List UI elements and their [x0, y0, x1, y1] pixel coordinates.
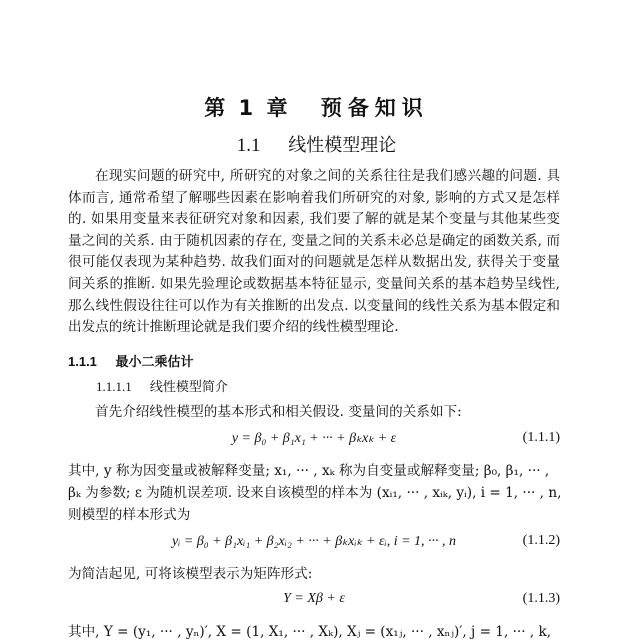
paragraph-line: 其中, y 称为因变量或被解释变量; x₁, ··· , xₖ 称为自变量或解释变量; β₀, β₁, ··· , — [68, 463, 550, 479]
section-number: 1.1 — [236, 135, 261, 156]
equation-tag: (1.1.2) — [522, 533, 560, 548]
paragraph-matrix: 为简洁起见, 可将该模型表示为矩阵形式: — [68, 566, 313, 582]
equation-body: Y = Xβ + ε — [283, 591, 345, 606]
equation-body: yᵢ = β₀ + β₁xᵢ₁ + β₂xᵢ₂ + ··· + βₖxᵢₖ + εᵢ, i = 1, ··· , n — [171, 534, 457, 549]
intro-paragraph: 在现实问题的研究中, 所研究的对象之间的关系往往是我们感兴趣的问题. 具体而言, 通常希望了解哪些因素在影响着我们所研究的对象, 影响的方式又是怎样的. 如果用变量来表征研究对象和因素, 我们要了解的就是某个变量与其他某些变量之间的关系. 由于随机因素的存在, 变量之间的关系未必总是确定的函数关系, 而很可能仅表现为某种趋势. 故我们面对的问题就是怎样从数据出发, 获得关于变量间关系的推断. 如果先验理论或数据基本特征显示, 变量间关系的基本趋势呈线性, 那么线性假设往往可以作为有关推断的出发点. 以变量间的线性关系为基本假定和出发点的统计推断理论就是我们要介绍的线性模型理论. — [68, 168, 560, 336]
paragraph-last-line: 其中, Y = (y₁, ··· , yₙ)′, X = (1, X₁, ··· , Xₖ), Xⱼ = (x₁ⱼ, ··· , xₙⱼ)′, j = 1, ··· , k, — [68, 624, 552, 640]
subsubsection-heading — [96, 376, 228, 395]
section-heading — [0, 131, 633, 157]
paragraph-line: βₖ 为参数; ε 为随机误差项. 设来自该模型的样本为 (xᵢ₁, ··· , xᵢₖ, yᵢ), i = 1, ··· , n, — [68, 485, 562, 501]
paragraph-eq-intro: 首先介绍线性模型的基本形式和相关假设. 变量间的关系如下: — [95, 404, 462, 420]
subsubsection-title: 线性模型简介 — [149, 380, 228, 395]
paragraph-line: 则模型的样本形式为 — [68, 507, 191, 523]
equation-tag: (1.1.1) — [522, 430, 560, 445]
chapter-number: 第 1 章 — [204, 96, 291, 120]
subsection-title: 最小二乘估计 — [115, 355, 194, 370]
equation-body: y = β₀ + β₁x₁ + ··· + βₖxₖ + ε — [231, 431, 397, 446]
subsubsection-number: 1.1.1.1 — [96, 379, 132, 394]
section-title: 线性模型理论 — [288, 135, 397, 156]
subsection-heading — [68, 351, 193, 370]
chapter-title: 预备知识 — [320, 96, 429, 120]
subsection-number: 1.1.1 — [68, 354, 97, 369]
chapter-heading — [0, 92, 633, 122]
equation-tag: (1.1.3) — [522, 591, 560, 606]
